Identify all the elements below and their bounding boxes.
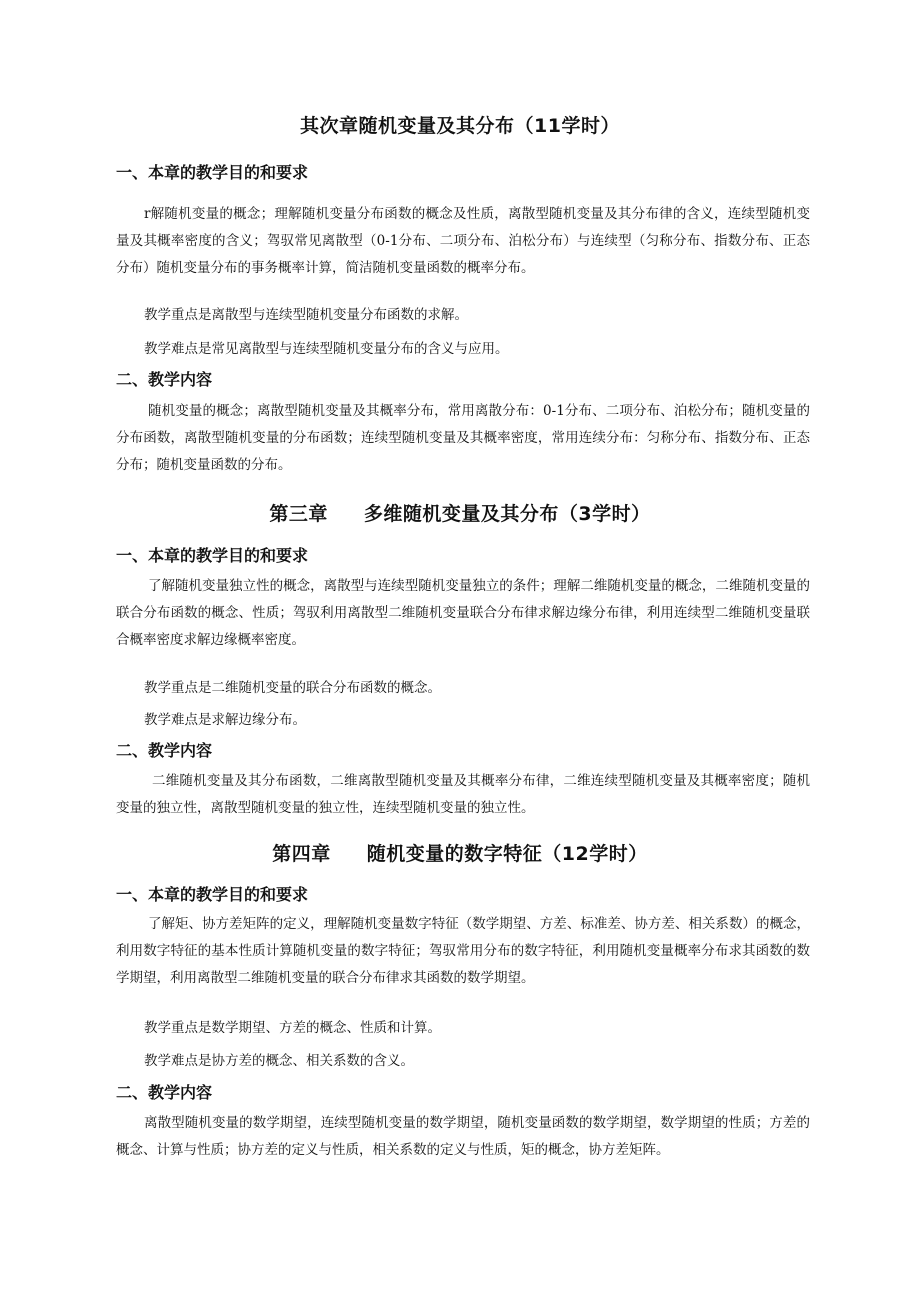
chapter3-content-text: 二维随机变量及其分布函数，二维离散型随机变量及其概率分布律，二维连续型随机变量及其概率密度；随机变量的独立性，离散型随机变量的独立性，连续型随机变量的独立性。 (116, 773, 810, 816)
chapter3-title (0, 499, 920, 526)
chapter2-difficulty: 教学难点是常见离散型与连续型随机变量分布的含义与应用。 (144, 341, 509, 357)
chapter3-title-text: 多维随机变量及其分布（3学时） (363, 503, 651, 525)
chapter3-goals-heading: 一、本章的教学目的和要求 (116, 546, 309, 565)
chapter2-title: 其次章随机变量及其分布（11学时） (300, 115, 620, 137)
chapter4-title-text: 随机变量的数字特征（12学时） (366, 843, 648, 865)
chapter4-goals-heading: 一、本章的教学目的和要求 (116, 885, 309, 904)
chapter2-goals-heading: 一、本章的教学目的和要求 (116, 163, 309, 182)
chapter3-key-point: 教学重点是二维随机变量的联合分布函数的概念。 (144, 680, 441, 696)
chapter2-key-point: 教学重点是离散型与连续型随机变量分布函数的求解。 (144, 307, 468, 323)
chapter2-goals-text: r解随机变量的概念；理解随机变量分布函数的概念及性质，离散型随机变量及其分布律的含义，连续型随机变量及其概率密度的含义；驾驭常见离散型（0-1分布、二项分布、泊松分布）与连续型（匀称分布、指数分布、正态分布）随机变量分布的事务概率计算，简洁随机变量函数的概率分布。 (116, 206, 810, 276)
chapter2-content-heading: 二、教学内容 (116, 370, 213, 389)
chapter4-difficulty: 教学难点是协方差的概念、相关系数的含义。 (144, 1053, 414, 1069)
chapter3-goals-text: 了解随机变量独立性的概念，离散型与连续型随机变量独立的条件；理解二维随机变量的概念，二维随机变量的联合分布函数的概念、性质；驾驭利用离散型二维随机变量联合分布律求解边缘分布律，利用连续型二维随机变量联合概率密度求解边缘概率密度。 (116, 578, 810, 648)
chapter4-title (0, 839, 920, 866)
chapter3-difficulty: 教学难点是求解边缘分布。 (144, 712, 306, 728)
chapter4-content-text: 离散型随机变量的数学期望，连续型随机变量的数学期望，随机变量函数的数学期望，数学期望的性质；方差的概念、计算与性质；协方差的定义与性质，相关系数的定义与性质，矩的概念，协方差矩阵。 (116, 1115, 810, 1158)
chapter4-content-heading: 二、教学内容 (116, 1083, 213, 1102)
chapter3-title-number: 第三章 (269, 503, 328, 525)
chapter2-content-text: 随机变量的概念；离散型随机变量及其概率分布，常用离散分布：0-1分布、二项分布、泊松分布；随机变量的分布函数，离散型随机变量的分布函数；连续型随机变量及其概率密度，常用连续分布：匀称分布、指数分布、正态分布；随机变量函数的分布。 (116, 403, 810, 473)
chapter3-content-heading: 二、教学内容 (116, 741, 213, 760)
chapter4-key-point: 教学重点是数学期望、方差的概念、性质和计算。 (144, 1020, 441, 1036)
chapter4-title-number: 第四章 (272, 843, 331, 865)
chapter4-goals-text: 了解矩、协方差矩阵的定义，理解随机变量数字特征（数学期望、方差、标准差、协方差、相关系数）的概念，利用数字特征的基本性质计算随机变量的数字特征；驾驭常用分布的数字特征，利用随机变量概率分布求其函数的数学期望，利用离散型二维随机变量的联合分布律求其函数的数学期望。 (116, 916, 810, 986)
